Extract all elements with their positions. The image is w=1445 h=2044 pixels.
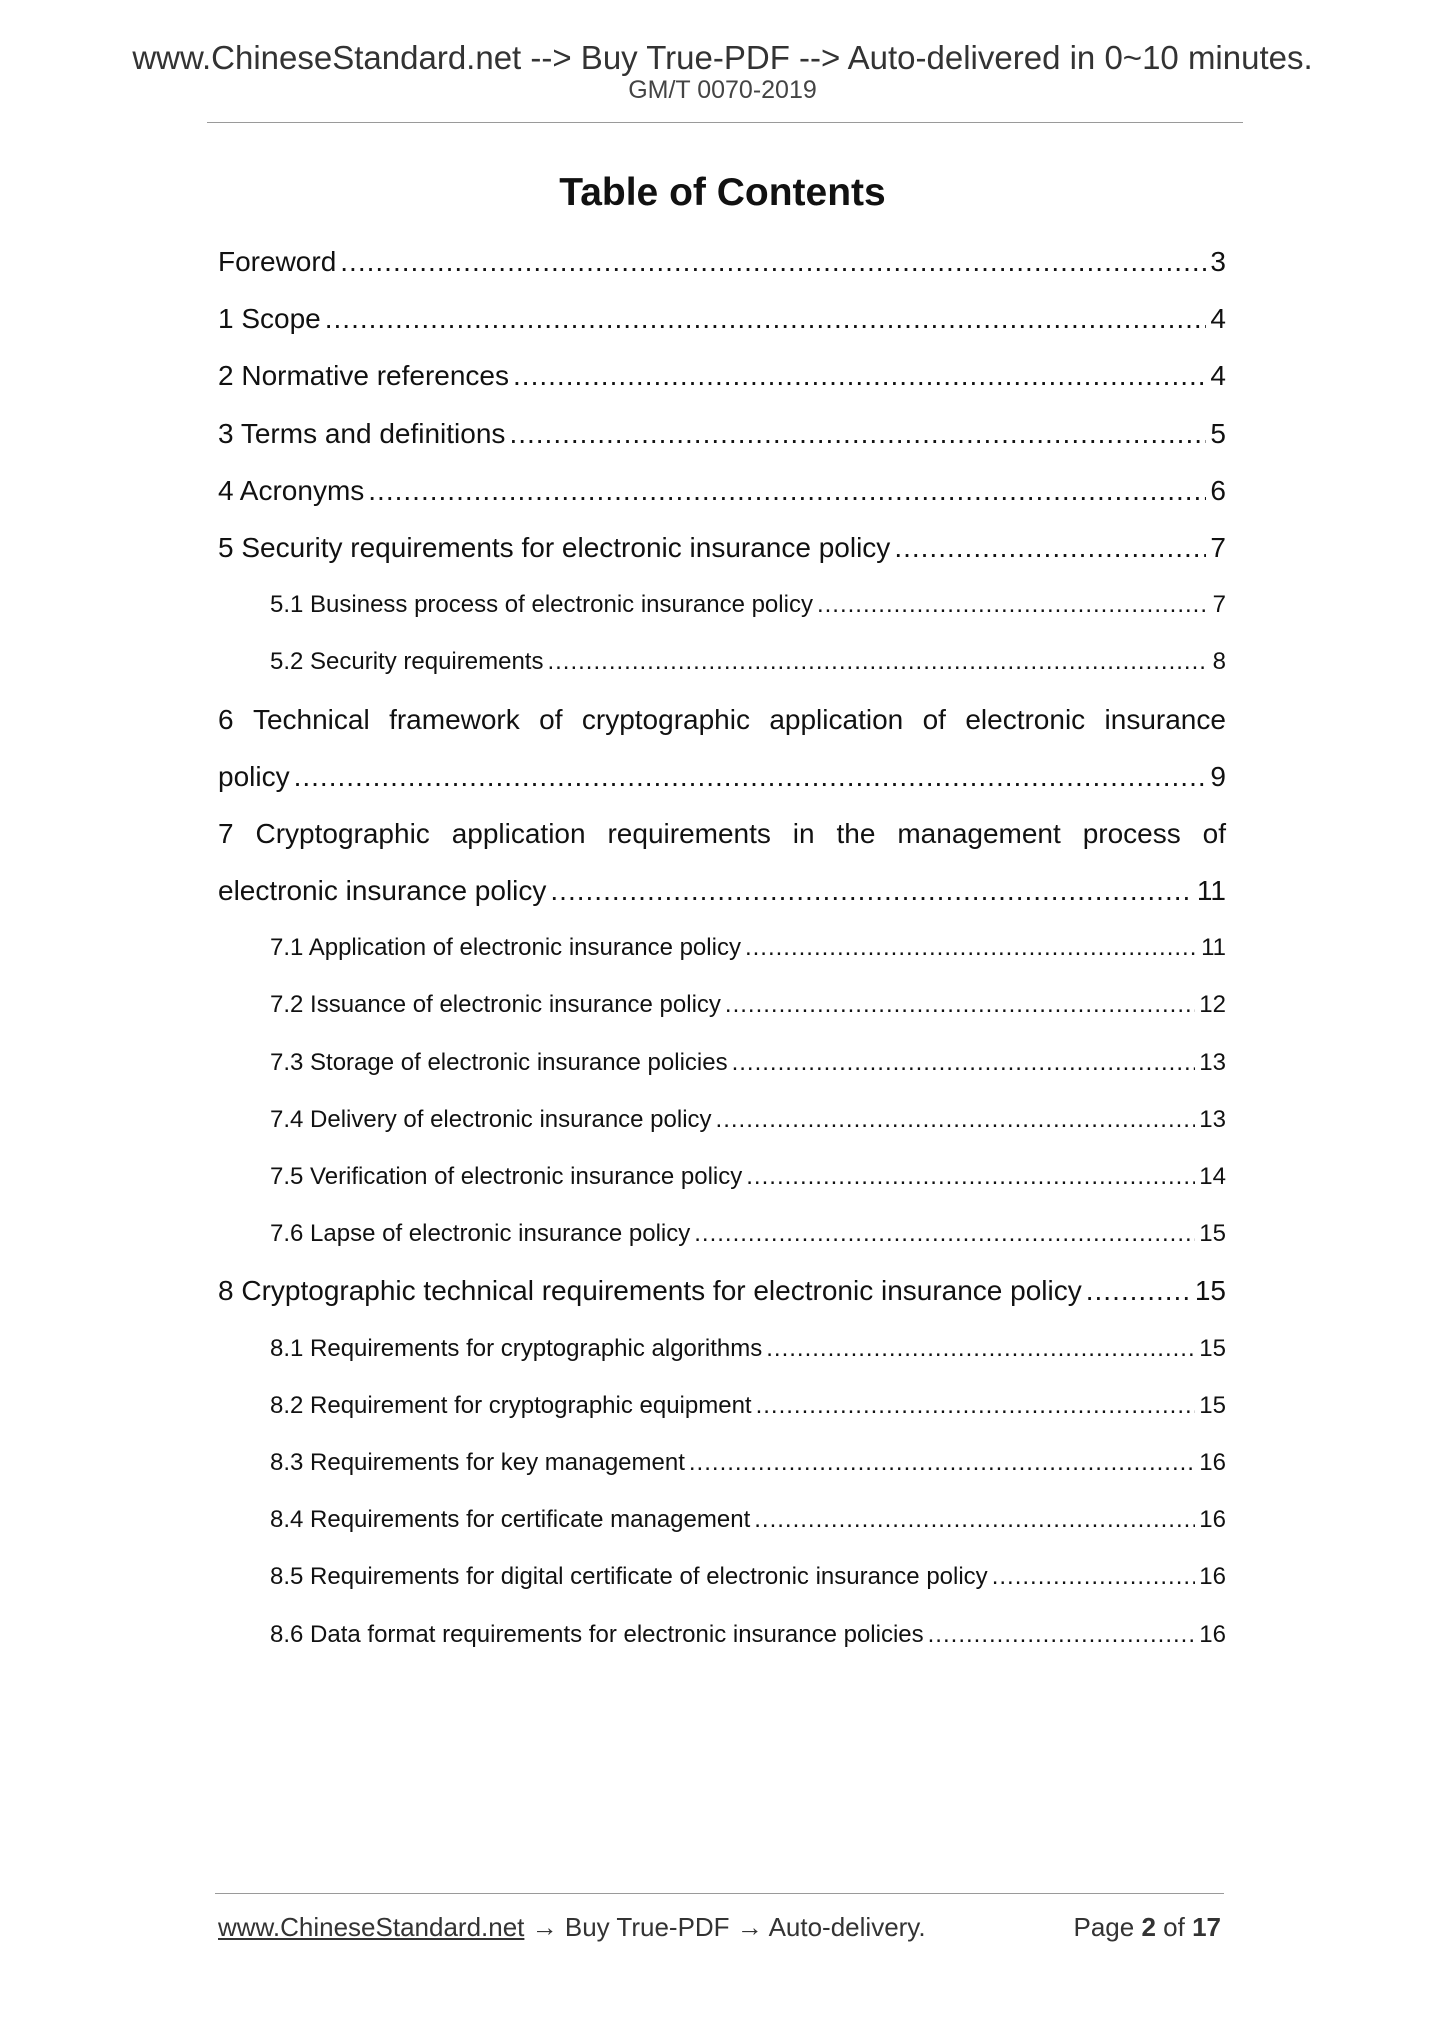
toc-entry-page: 15 [1199,1220,1226,1248]
footer-site-link[interactable]: www.ChineseStandard.net [218,1912,525,1942]
dot-leader [992,1548,1196,1605]
toc-entry-page: 16 [1199,1506,1226,1534]
dot-leader [754,1491,1195,1548]
footer-tagline [218,1910,926,1944]
toc-entry-label: 1 Scope [218,303,321,335]
toc-entry-label: 8.2 Requirement for cryptographic equipment [270,1391,752,1419]
toc-entry-word: framework [389,703,520,735]
dot-leader [294,748,1207,805]
toc-entry-word: process [1082,817,1181,849]
toc-entry-cryptographic-technical-requirements[interactable] [218,1262,1226,1319]
page-word: Page [1073,1912,1135,1942]
footer-rule [215,1893,1224,1894]
toc-entry-word: 6 [218,703,234,735]
table-of-contents [218,233,1226,1663]
toc-entry-word: Technical [252,703,370,735]
toc-entry-word: of [922,703,946,735]
page-indicator [1073,1910,1221,1944]
dot-leader [340,233,1206,290]
toc-entry-label: 8.6 Data format requirements for electronic insurance policies [270,1620,924,1648]
toc-entry-label: electronic insurance policy [218,875,547,907]
toc-entry-label: 7.6 Lapse of electronic insurance policy [270,1220,691,1248]
toc-entry-label: 3 Terms and definitions [218,417,506,449]
dot-leader [509,405,1206,462]
dot-leader [894,519,1206,576]
toc-entry-5-1[interactable] [218,576,1226,633]
page-of: of [1163,1912,1185,1942]
toc-entry-word: electronic [965,703,1086,735]
toc-entry-7-6[interactable] [218,1205,1226,1262]
toc-entry-page: 4 [1210,303,1226,335]
toc-entry-5-2[interactable] [218,633,1226,690]
toc-entry-label: 8.4 Requirements for certificate management [270,1506,751,1534]
toc-entry-technical-framework-line2[interactable] [218,748,1226,805]
toc-entry-label: 7.2 Issuance of electronic insurance policy [270,991,721,1019]
toc-entry-page: 11 [1201,934,1226,962]
toc-entry-word: 7 [218,817,234,849]
dot-leader [756,1377,1196,1434]
toc-entry-word: insurance [1104,703,1226,735]
toc-entry-word: in [792,817,815,849]
toc-entry-label: 8.5 Requirements for digital certificate of electronic insurance policy [270,1563,988,1591]
toc-entry-8-1[interactable] [218,1320,1226,1377]
toc-entry-page: 13 [1199,1048,1226,1076]
toc-entry-label: 5 Security requirements for electronic insurance policy [218,531,891,563]
dot-leader [368,462,1206,519]
dot-leader [716,1091,1196,1148]
toc-entry-scope[interactable] [218,290,1226,347]
toc-entry-label: Foreword [218,246,337,277]
toc-entry-word: management [897,817,1061,849]
dot-leader [745,919,1197,976]
toc-entry-word: application [451,817,586,849]
toc-entry-label: 2 Normative references [218,360,510,392]
toc-entry-page: 15 [1199,1391,1226,1419]
toc-entry-page: 7 [1210,531,1226,563]
dot-leader [732,1034,1196,1091]
toc-entry-page: 13 [1199,1105,1226,1133]
toc-entry-7-1[interactable] [218,919,1226,976]
toc-entry-security-requirements[interactable] [218,519,1226,576]
toc-title: Table of Contents [559,171,886,214]
dot-leader [325,290,1207,347]
toc-entry-7-2[interactable] [218,976,1226,1033]
toc-entry-page: 8 [1212,648,1226,676]
toc-entry-normative-references[interactable] [218,347,1226,404]
toc-entry-page: 11 [1196,875,1226,907]
toc-entry-page: 7 [1212,591,1226,619]
dot-leader [547,633,1208,690]
footer-tagline-text: → Buy True-PDF → Auto-delivery. [524,1912,926,1942]
toc-entry-7-5[interactable] [218,1148,1226,1205]
toc-entry-7-3[interactable] [218,1034,1226,1091]
toc-entry-7-4[interactable] [218,1091,1226,1148]
toc-entry-word: Cryptographic [255,817,430,849]
toc-entry-page: 16 [1199,1563,1226,1591]
toc-entry-page: 15 [1199,1334,1226,1362]
toc-entry-label: 7.1 Application of electronic insurance policy [270,934,741,962]
dot-leader [817,576,1209,633]
top-banner: www.ChineseStandard.net --> Buy True-PDF --> Auto-delivered in 0~10 minutes. [132,39,1313,76]
dot-leader [725,976,1195,1033]
toc-entry-label: 8.3 Requirements for key management [270,1448,685,1476]
toc-entry-page: 5 [1210,417,1226,449]
toc-entry-label: 5.2 Security requirements [270,648,544,676]
toc-entry-cryptographic-application-line2[interactable] [218,862,1226,919]
toc-entry-page: 3 [1210,246,1226,277]
toc-entry-word: the [836,817,876,849]
toc-entry-page: 6 [1210,474,1226,506]
dot-leader [928,1606,1196,1663]
toc-entry-page: 16 [1199,1620,1226,1648]
toc-entry-foreword[interactable] [218,233,1226,290]
dot-leader [550,862,1193,919]
toc-entry-8-5[interactable] [218,1548,1226,1605]
toc-entry-label: 7.3 Storage of electronic insurance policies [270,1048,728,1076]
toc-entry-8-2[interactable] [218,1377,1226,1434]
dot-leader [513,347,1206,404]
toc-entry-page: 15 [1194,1275,1226,1307]
toc-entry-technical-framework-line1[interactable] [218,691,1226,748]
toc-entry-label: policy [218,760,290,792]
dot-leader [746,1148,1195,1205]
dot-leader [689,1434,1195,1491]
header-rule [207,122,1243,123]
toc-entry-label: 7.5 Verification of electronic insurance policy [270,1163,743,1190]
page-total: 17 [1192,1912,1221,1942]
toc-entry-acronyms[interactable] [218,462,1226,519]
document-code: GM/T 0070-2019 [628,76,817,104]
toc-entry-8-6[interactable] [218,1606,1226,1663]
toc-entry-8-3[interactable] [218,1434,1226,1491]
toc-entry-word: of [539,703,563,735]
toc-entry-page: 9 [1210,760,1226,792]
toc-entry-label: 4 Acronyms [218,474,365,506]
toc-entry-word: cryptographic [581,703,750,735]
toc-entry-terms-and-definitions[interactable] [218,405,1226,462]
toc-entry-word: requirements [607,817,771,849]
dot-leader [766,1320,1195,1377]
toc-entry-page: 16 [1199,1448,1226,1476]
toc-entry-label: 7.4 Delivery of electronic insurance policy [270,1105,712,1133]
toc-entry-page: 14 [1199,1163,1226,1190]
toc-entry-label: 8.1 Requirements for cryptographic algorithms [270,1334,763,1362]
toc-entry-label: 5.1 Business process of electronic insurance policy [270,591,813,619]
toc-entry-word: application [769,703,904,735]
toc-entry-page: 12 [1199,991,1226,1019]
toc-entry-page: 4 [1210,360,1226,392]
page-current: 2 [1141,1912,1156,1942]
dot-leader [694,1205,1195,1262]
toc-entry-label: 8 Cryptographic technical requirements for electronic insurance policy [218,1275,1082,1307]
toc-entry-word: of [1202,817,1226,849]
toc-entry-8-4[interactable] [218,1491,1226,1548]
dot-leader [1086,1262,1191,1319]
toc-entry-cryptographic-application-line1[interactable] [218,805,1226,862]
